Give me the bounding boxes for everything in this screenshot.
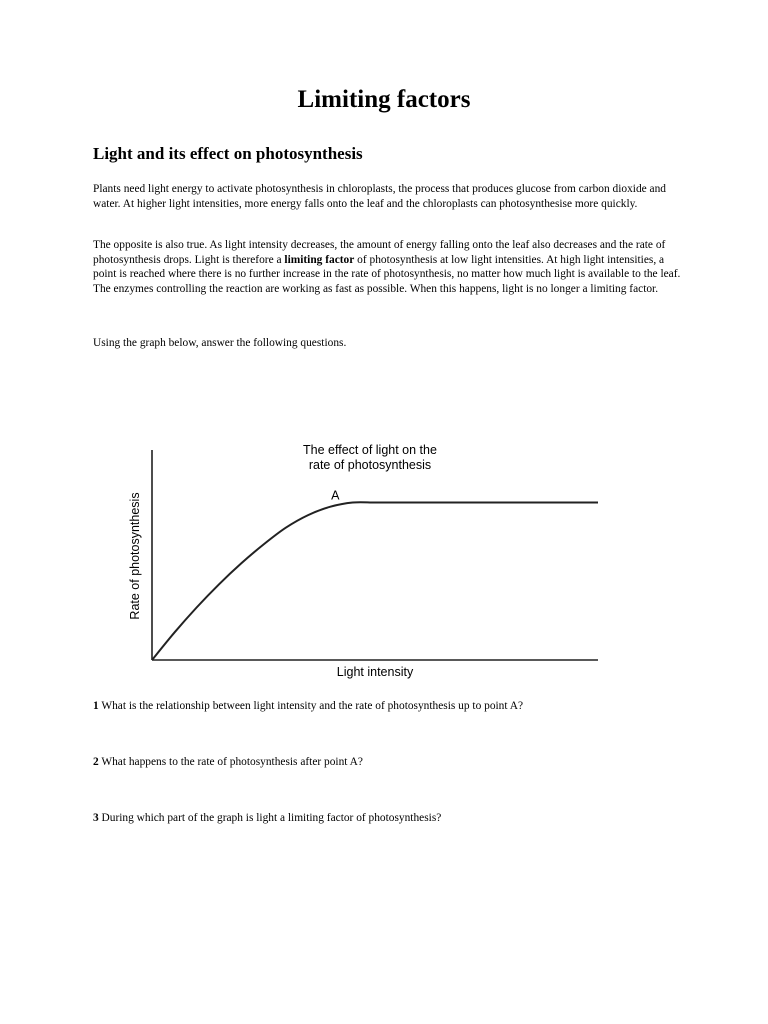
page-title: Limiting factors	[297, 86, 471, 113]
question-2-number: 2	[93, 756, 99, 768]
point-a-label: A	[331, 488, 340, 503]
y-axis-label: Rate of photosynthesis	[128, 492, 142, 620]
question-1-number: 1	[93, 700, 99, 712]
question-2	[93, 756, 363, 768]
x-axis-label: Light intensity	[336, 665, 414, 679]
question-3-number: 3	[93, 812, 99, 824]
chart-title-line-1: The effect of light on the	[303, 443, 437, 457]
paragraph-text-after: of photosynthesis at low light intensities. At high light intensities, a point is reached where there is no further increase in the rate of photosynthesis, no matter how much light is available to the leaf. The enzymes controlling the reaction are working as fast as possible. When this happens, light is no longer a limiting factor.	[93, 253, 681, 295]
paragraph-limiting-factor	[93, 238, 683, 296]
question-1	[93, 700, 523, 712]
question-3-text: During which part of the graph is light a limiting factor of photosynthesis?	[98, 812, 442, 824]
question-3	[93, 812, 441, 824]
paragraph-text-before: The opposite is also true. As light intensity decreases, the amount of energy falling onto the leaf also decreases and the rate of photosynthesis drops. Light is therefore a	[93, 239, 666, 266]
limiting-factor-term: limiting factor	[284, 253, 355, 266]
series-line	[152, 502, 598, 660]
photosynthesis-chart	[120, 436, 610, 686]
paragraph-intro: Plants need light energy to activate photosynthesis in chloroplasts, the process that produces glucose from carbon dioxide and water. At higher light intensities, more energy falls onto the leaf and the chloroplasts can photosynthesise more quickly.	[93, 183, 666, 210]
section-heading: Light and its effect on photosynthesis	[93, 144, 363, 163]
chart-title-line-2: rate of photosynthesis	[308, 458, 432, 472]
question-1-text: What is the relationship between light intensity and the rate of photosynthesis up to point A?	[98, 700, 524, 712]
question-2-text: What happens to the rate of photosynthesis after point A?	[98, 756, 363, 768]
instruction-text: Using the graph below, answer the following questions.	[93, 337, 347, 349]
